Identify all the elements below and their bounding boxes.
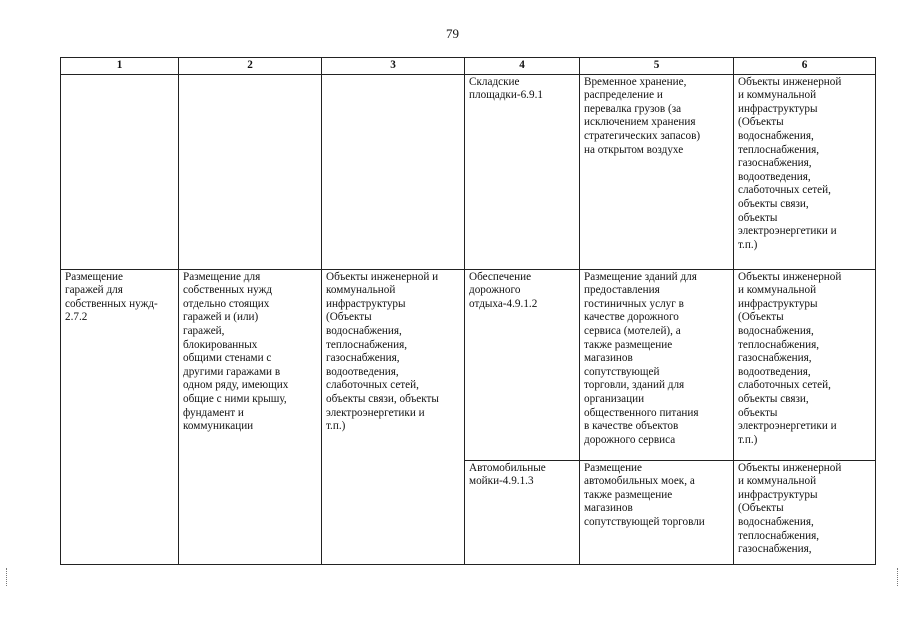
cell-text: Объекты инженерной и коммунальной инфраструктуры (Объекты водоснабжения, теплоснабжения, газоснабжения, водоотведения, слаботочных сетей, объекты связи, объекты электроэнергетики и т.п.) xyxy=(738,75,842,251)
cell-text: Временное хранение, распределение и перевалка грузов (за исключением хранения стратегических запасов) на открытом воздухе xyxy=(584,75,701,156)
column-header: 5 xyxy=(580,58,734,75)
table-cell xyxy=(580,269,734,460)
table-row xyxy=(61,269,876,460)
scan-edge-mark xyxy=(897,568,900,586)
table-cell xyxy=(465,74,580,269)
page-number: 79 xyxy=(446,26,459,41)
cell-text: Размещение для собственных нужд отдельно стоящих гаражей и (или) гаражей, блокированных общими стенами с другими гаражами в одном ряду, имеющих общие с ними крышу, фундамент и коммуникации xyxy=(183,270,289,433)
cell-text: Объекты инженерной и коммунальной инфраструктуры (Объекты водоснабжения, теплоснабжения, газоснабжения, водоотведения, слаботочных сетей, объекты связи, объекты электроэнергетики и т.п.) xyxy=(326,270,439,433)
table-cell xyxy=(734,74,876,269)
zoning-table xyxy=(60,57,876,565)
table-cell xyxy=(61,269,179,564)
column-header: 6 xyxy=(734,58,876,75)
column-header: 3 xyxy=(322,58,465,75)
column-header: 1 xyxy=(61,58,179,75)
cell-text: Автомобильные мойки-4.9.1.3 xyxy=(469,461,546,488)
table-cell xyxy=(580,74,734,269)
cell-text: Размещение зданий для предоставления гостиничных услуг в качестве дорожного сервиса (мотелей), а также размещение магазинов сопутствующей торговли, зданий для организации общественного питания в качестве объектов дорожного сервиса xyxy=(584,270,699,446)
column-header: 4 xyxy=(465,58,580,75)
cell-text: Размещение автомобильных моек, а также размещение магазинов сопутствующей торговли xyxy=(584,461,705,528)
table-cell xyxy=(61,74,179,269)
table-cell xyxy=(322,269,465,564)
table-cell xyxy=(465,269,580,460)
table-cell xyxy=(322,74,465,269)
cell-text: Обеспечение дорожного отдыха-4.9.1.2 xyxy=(469,270,538,310)
table-cell xyxy=(179,269,322,564)
cell-text: Объекты инженерной и коммунальной инфраструктуры (Объекты водоснабжения, теплоснабжения, газоснабжения, водоотведения, слаботочных сетей, объекты связи, объекты электроэнергетики и т.п.) xyxy=(738,270,842,446)
table-cell xyxy=(734,269,876,460)
table-header-row xyxy=(61,58,876,75)
table-row xyxy=(61,74,876,269)
column-header: 2 xyxy=(179,58,322,75)
cell-text: Складские площадки-6.9.1 xyxy=(469,75,543,102)
cell-text: Размещение гаражей для собственных нужд- 2.7.2 xyxy=(65,270,158,324)
scan-edge-mark xyxy=(6,568,9,586)
table-cell xyxy=(465,460,580,564)
table-cell xyxy=(580,460,734,564)
table-cell xyxy=(734,460,876,564)
table-cell xyxy=(179,74,322,269)
cell-text: Объекты инженерной и коммунальной инфраструктуры (Объекты водоснабжения, теплоснабжения, газоснабжения, xyxy=(738,461,842,556)
